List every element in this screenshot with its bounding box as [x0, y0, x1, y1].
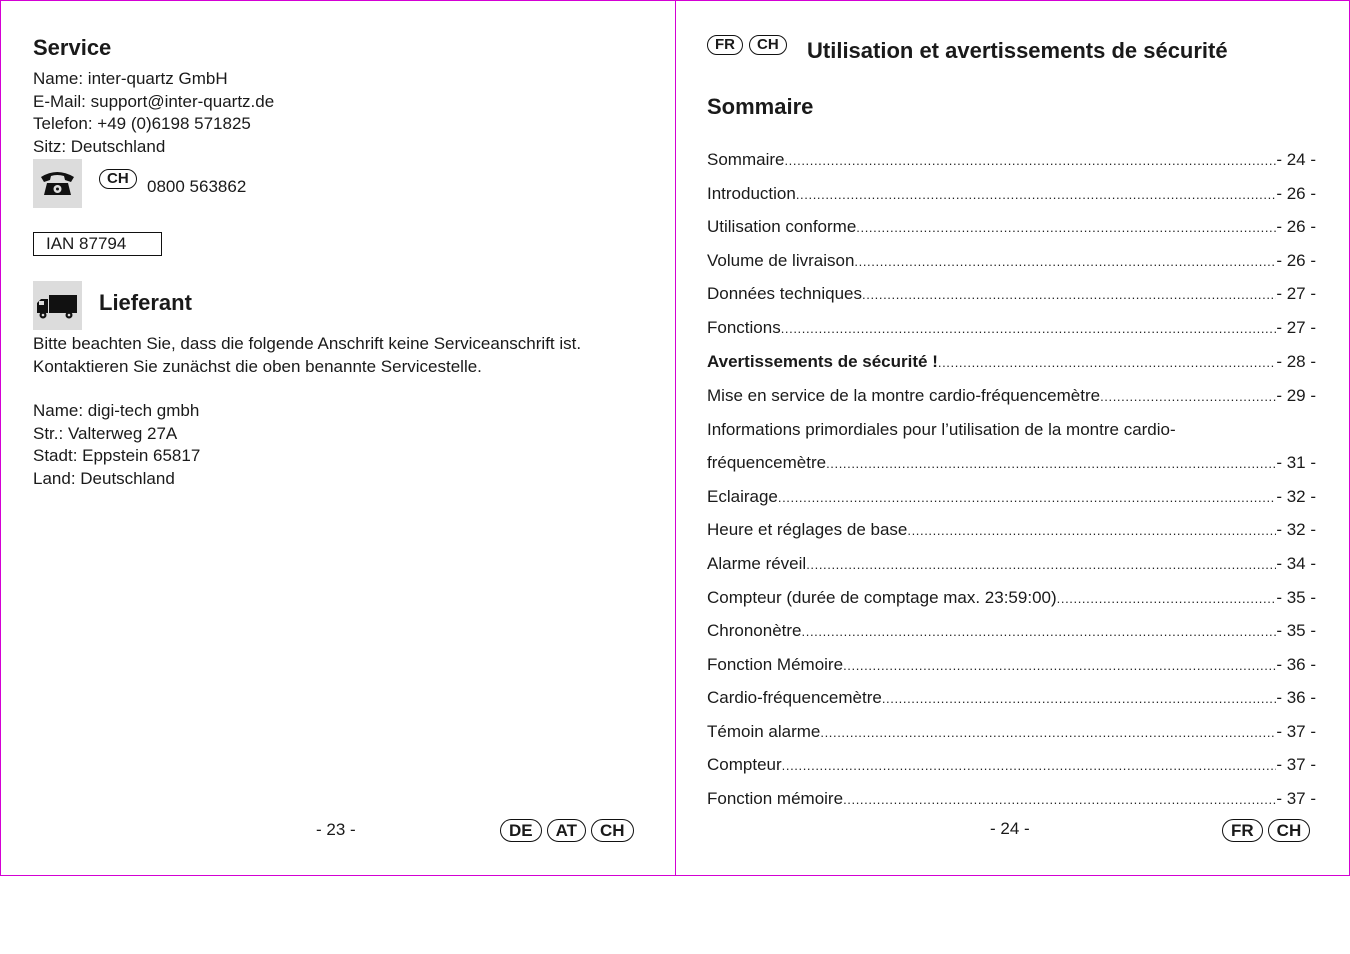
toc-entry[interactable]: Fonction mémoire ..... - 37 - [707, 787, 1316, 811]
supplier-notice [33, 333, 581, 378]
page-number-left: - 23 - [316, 820, 356, 839]
toc-entry[interactable]: Volume de livraison ..... - 26 - [707, 249, 1316, 273]
notice-line: Kontaktieren Sie zunächst die oben benannte Servicestelle. [33, 356, 482, 376]
ian-box: IAN 87794 [33, 232, 162, 256]
country-badge: CH [1268, 819, 1311, 842]
toc-entry[interactable]: Compteur ..... - 37 - [707, 753, 1316, 777]
country-badge: CH [591, 819, 634, 842]
address-line: Stadt: Eppstein 65817 [33, 446, 201, 465]
country-badges-right [1222, 819, 1310, 842]
toc-entry[interactable]: Cardio-fréquencemètre ..... - 36 - [707, 686, 1316, 710]
service-contact [33, 68, 274, 158]
country-badge: FR [1222, 819, 1263, 842]
toc-entry[interactable]: Eclairage ..... - 32 - [707, 485, 1316, 509]
toc-entry-continued[interactable]: Informations primordiales pour l’utilisation de la montre cardio- [707, 420, 1176, 439]
header-badges [707, 35, 787, 55]
country-badge: DE [500, 819, 542, 842]
toc-entry[interactable]: Alarme réveil ..... - 34 - [707, 552, 1316, 576]
toc-entry[interactable]: Mise en service de la montre cardio-fréquencemètre ..... - 29 - [707, 384, 1316, 408]
address-line: Name: digi-tech gmbh [33, 401, 200, 420]
notice-line: Bitte beachten Sie, dass die folgende Anschrift keine Serviceanschrift ist. [33, 334, 582, 353]
toc-entry[interactable]: Fonctions ..... - 27 - [707, 316, 1316, 340]
toc-entry[interactable]: Fonction Mémoire ..... - 36 - [707, 653, 1316, 677]
toc-entry[interactable]: Chrononètre ..... - 35 - [707, 619, 1316, 643]
phone-number: 0800 563862 [147, 177, 247, 196]
toc-entry[interactable]: Sommaire ..... - 24 - [707, 148, 1316, 172]
service-heading: Service [33, 35, 112, 60]
toc-entry[interactable]: Introduction ..... - 26 - [707, 182, 1316, 206]
service-line: Sitz: Deutschland [33, 136, 166, 156]
ch-badge: CH [99, 169, 137, 189]
contents-heading: Sommaire [707, 94, 814, 119]
country-badge: AT [547, 819, 586, 842]
supplier-address [33, 400, 200, 490]
supplier-heading: Lieferant [99, 290, 192, 315]
toc-entry[interactable]: Utilisation conforme ..... - 26 - [707, 215, 1316, 239]
country-badges-left [500, 819, 634, 842]
service-line: Name: inter-quartz GmbH [33, 69, 228, 88]
truck-icon [33, 281, 82, 330]
address-line: Land: Deutschland [33, 468, 175, 488]
service-line: Telefon: +49 (0)6198 571825 [33, 114, 251, 133]
toc-entry[interactable]: Avertissements de sécurité ! ..... - 28 - [707, 350, 1316, 374]
toc-entry[interactable]: fréquencemètre ..... - 31 - [707, 451, 1316, 475]
page-number-right: - 24 - [990, 819, 1030, 838]
toc-entry[interactable]: Heure et réglages de base ..... - 32 - [707, 518, 1316, 542]
country-badge: CH [749, 35, 787, 55]
toc-entry[interactable]: Données techniques ..... - 27 - [707, 282, 1316, 306]
toc-entry[interactable]: Témoin alarme ..... - 37 - [707, 720, 1316, 744]
address-line: Str.: Valterweg 27A [33, 423, 178, 443]
telephone-icon [33, 159, 82, 208]
service-line: E-Mail: support@inter-quartz.de [33, 91, 275, 111]
page-title: Utilisation et avertissements de sécurité [807, 38, 1228, 63]
toc-entry[interactable]: Compteur (durée de comptage max. 23:59:00) ..... - 35 - [707, 586, 1316, 610]
country-badge: FR [707, 35, 743, 55]
